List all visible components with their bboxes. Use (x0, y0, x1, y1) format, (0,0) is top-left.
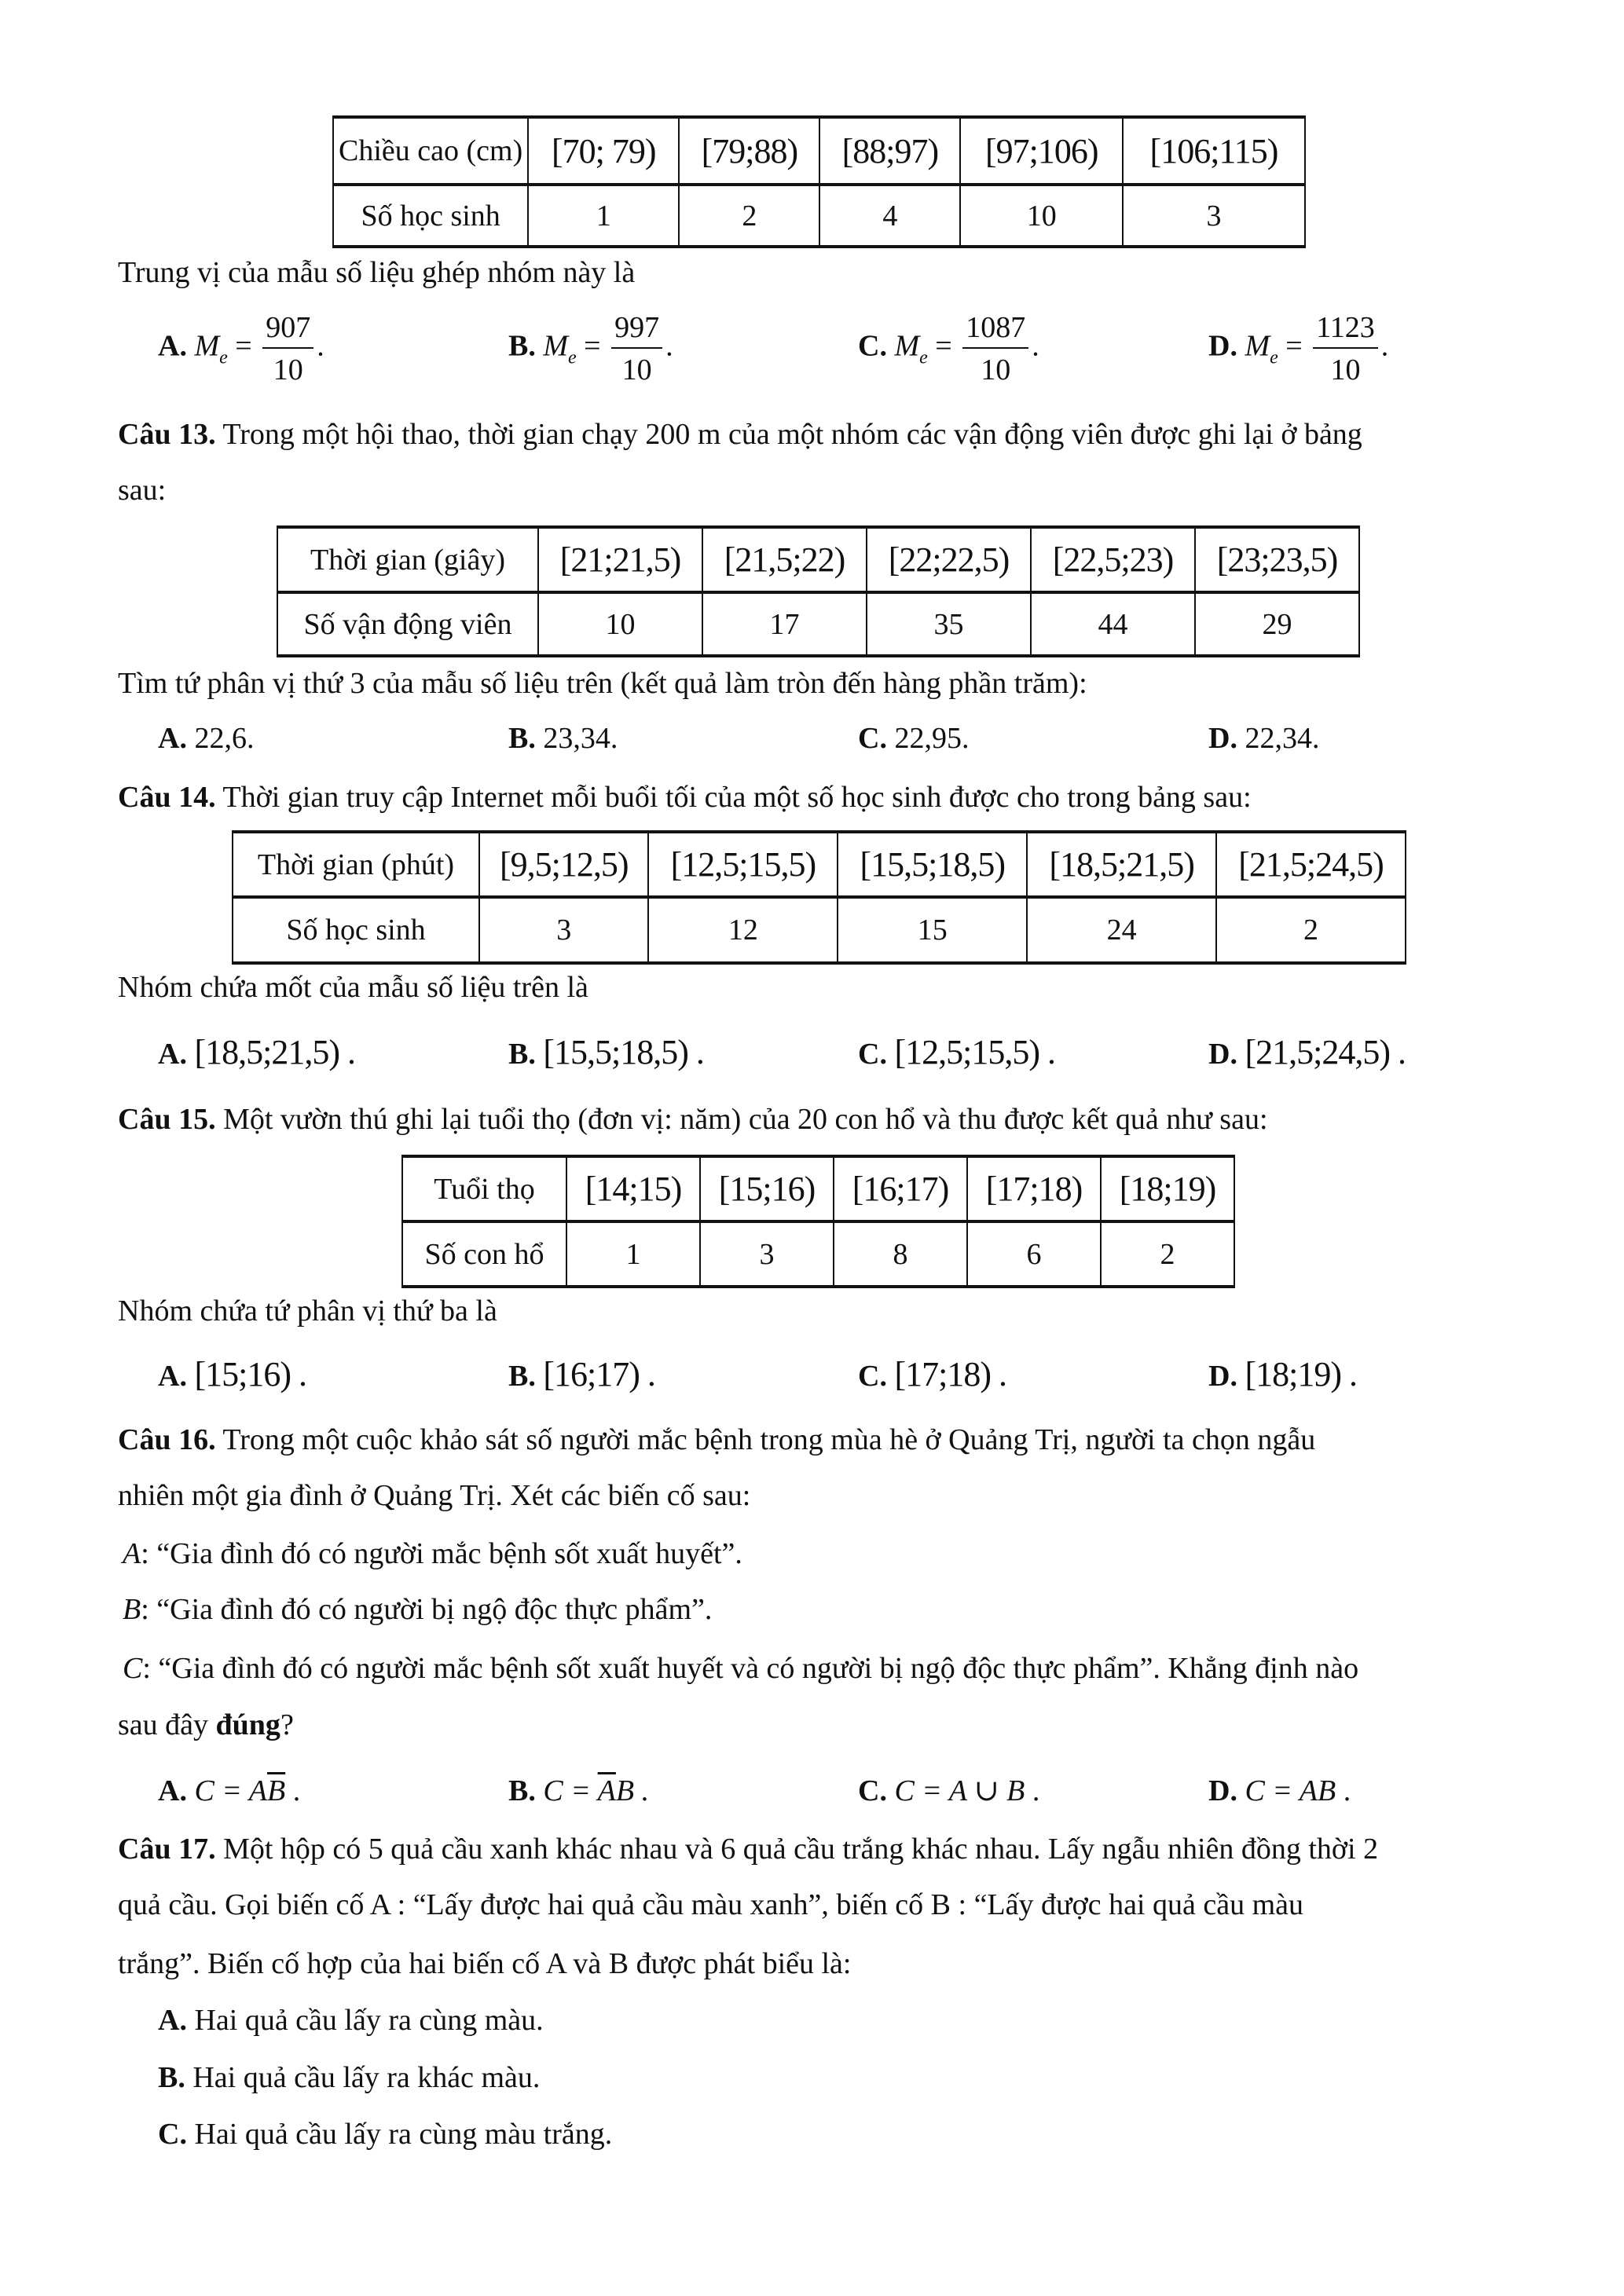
q16-event-c (123, 1653, 1358, 1683)
q12-option-a[interactable]: A. $M_e$ = $\frac{907}{10}$ . (158, 311, 324, 386)
complement-overline: $\overline{A}$ (597, 1774, 616, 1807)
option-text: 22,34. (1245, 722, 1320, 755)
option-subscript: e (219, 347, 228, 368)
question-text: sau đây (118, 1708, 216, 1741)
option-label: D. (1208, 329, 1237, 363)
option-label: A. (158, 1360, 187, 1393)
event-variable: C (123, 1652, 143, 1685)
q13-frequency-table (277, 525, 1360, 657)
q12-option-c[interactable]: C. $M_e$ = $\frac{1087}{10}$ . (858, 311, 1039, 386)
q14-frequency-table (232, 830, 1406, 965)
option-text: [12,5;15,5) . (894, 1033, 1055, 1071)
option-variable: M (1245, 329, 1270, 363)
interval-cell: [21,5;24,5) (1216, 832, 1406, 897)
q14-option-b[interactable] (508, 1035, 704, 1070)
interval-cell: [9,5;12,5) (479, 832, 648, 897)
question-text: Một vườn thú ghi lại tuổi thọ (đơn vị: năm) của 20 con hổ và thu được kết quả như sau: (223, 1103, 1268, 1136)
q16-option-b[interactable] (508, 1776, 649, 1806)
option-label: C. (858, 722, 887, 755)
interval-cell: [88;97) (819, 117, 960, 185)
question-number: Câu 15. (118, 1103, 216, 1136)
question-number: Câu 17. (118, 1833, 216, 1866)
option-label: A. (158, 2004, 187, 2037)
count-cell: 2 (1101, 1221, 1234, 1287)
event-text: : “Gia đình đó có người bị ngộ độc thực phẩm”. (141, 1593, 713, 1626)
count-cell: 17 (702, 592, 867, 656)
q17-stem-line2: quả cầu. Gọi biến cố A : “Lấy được hai quả cầu màu xanh”, biến cố B : “Lấy được hai quả cầu màu (118, 1888, 1304, 1921)
table-header-cell: Số học sinh (333, 185, 528, 247)
option-expression: C = A ∪ B (894, 1774, 1025, 1807)
q16-option-a[interactable] (158, 1776, 300, 1806)
option-variable: M (543, 329, 569, 363)
q16-stem-last (118, 1710, 294, 1740)
option-label: A. (158, 329, 187, 363)
event-variable: B (123, 1593, 141, 1626)
count-cell: 3 (1123, 185, 1305, 247)
q14-stem-line1 (118, 782, 1252, 812)
event-text: : “Gia đình đó có người mắc bệnh sốt xuất huyết”. (141, 1537, 742, 1570)
interval-cell: [16;17) (834, 1156, 967, 1221)
table-header-cell: Số con hổ (402, 1221, 566, 1287)
count-cell: 1 (528, 185, 679, 247)
question-number: Câu 14. (118, 781, 216, 814)
count-cell: 4 (819, 185, 960, 247)
option-label: D. (1208, 722, 1237, 755)
option-expression: C = A (194, 1774, 267, 1807)
q15-prompt: Nhóm chứa tứ phân vị thứ ba là (118, 1294, 497, 1327)
option-label: C. (858, 329, 887, 363)
numerator: 1123 (1313, 313, 1378, 349)
option-text: 23,34. (543, 722, 618, 755)
count-cell: 8 (834, 1221, 967, 1287)
interval-cell: [21;21,5) (538, 527, 702, 592)
question-number: Câu 16. (118, 1423, 216, 1456)
interval-cell: [21,5;22) (702, 527, 867, 592)
q12-frequency-table (332, 115, 1306, 248)
count-cell: 24 (1027, 897, 1216, 963)
interval-cell: [70; 79) (528, 117, 679, 185)
fraction (611, 313, 662, 385)
q12-prompt: Trung vị của mẫu số liệu ghép nhóm này là (118, 256, 636, 289)
denominator: 10 (1330, 353, 1361, 386)
q15-option-a[interactable] (158, 1357, 306, 1392)
option-text: Hai quả cầu lấy ra cùng màu. (194, 2004, 544, 2037)
q16-option-d[interactable] (1208, 1776, 1351, 1806)
denominator: 10 (621, 353, 652, 386)
option-label: A. (158, 722, 187, 755)
numerator: 1087 (962, 313, 1028, 349)
option-punct: . (1336, 1774, 1351, 1807)
q13-option-c[interactable] (858, 723, 969, 753)
question-text: Trong một cuộc khảo sát số người mắc bệnh trong mùa hè ở Quảng Trị, người ta chọn ngẫu (222, 1423, 1316, 1456)
option-label: A. (158, 1038, 187, 1071)
emphasis-word: đúng (215, 1708, 280, 1741)
interval-cell: [15,5;18,5) (838, 832, 1027, 897)
option-label: D. (1208, 1038, 1237, 1071)
option-label: B. (508, 1774, 536, 1807)
q13-prompt: Tìm tứ phân vị thứ 3 của mẫu số liệu trên (kết quả làm tròn đến hàng phần trăm): (118, 667, 1087, 700)
option-label: C. (158, 2118, 187, 2151)
interval-cell: [106;115) (1123, 117, 1305, 185)
numerator: 997 (611, 313, 662, 349)
denominator: 10 (981, 353, 1011, 386)
count-cell: 3 (479, 897, 648, 963)
question-number: Câu 13. (118, 418, 216, 451)
option-text: [15;16) . (194, 1355, 306, 1393)
option-label: C. (858, 1360, 887, 1393)
event-text: : “Gia đình đó có người mắc bệnh sốt xuất huyết và có người bị ngộ độc thực phẩm”. Khẳng định nào (142, 1652, 1359, 1685)
q12-option-d[interactable]: D. $M_e$ = $\frac{1123}{10}$ . (1208, 311, 1389, 386)
fraction (962, 313, 1028, 385)
option-text: Hai quả cầu lấy ra cùng màu trắng. (194, 2118, 613, 2151)
option-text: [17;18) . (894, 1355, 1006, 1393)
q15-option-b[interactable] (508, 1357, 655, 1392)
q16-option-c[interactable] (858, 1776, 1039, 1806)
table-header-cell: Thời gian (giây) (277, 527, 538, 592)
option-subscript: e (919, 347, 928, 368)
q14-option-d[interactable] (1208, 1035, 1406, 1070)
option-expression: C = (543, 1774, 598, 1807)
option-variable: M (894, 329, 920, 363)
q13-stem-line1 (118, 419, 1362, 449)
option-punct: . (1025, 1774, 1040, 1807)
option-text: [16;17) . (543, 1355, 655, 1393)
interval-cell: [22,5;23) (1031, 527, 1195, 592)
denominator: 10 (273, 353, 303, 386)
q14-option-c[interactable] (858, 1035, 1055, 1070)
option-label: B. (508, 1360, 536, 1393)
option-text: Hai quả cầu lấy ra khác màu. (192, 2061, 541, 2094)
option-label: A. (158, 1774, 187, 1807)
option-label: D. (1208, 1774, 1237, 1807)
q17-stem-line1 (118, 1834, 1378, 1864)
q16-event-b (123, 1595, 712, 1624)
table-header-cell: Số học sinh (233, 897, 479, 963)
count-cell: 44 (1031, 592, 1195, 656)
option-text: [18;19) . (1245, 1355, 1357, 1393)
option-punct: . (285, 1774, 301, 1807)
q13-option-b[interactable] (508, 723, 618, 753)
q14-prompt: Nhóm chứa mốt của mẫu số liệu trên là (118, 971, 588, 1004)
interval-cell: [15;16) (700, 1156, 834, 1221)
interval-cell: [18,5;21,5) (1027, 832, 1216, 897)
interval-cell: [97;106) (960, 117, 1123, 185)
q16-stem-line1 (118, 1425, 1315, 1455)
interval-cell: [79;88) (679, 117, 819, 185)
count-cell: 1 (566, 1221, 700, 1287)
count-cell: 2 (1216, 897, 1406, 963)
option-variable: M (194, 329, 220, 363)
table-header-cell: Chiều cao (cm) (333, 117, 528, 185)
q13-stem-line2: sau: (118, 474, 167, 507)
interval-cell: [18;19) (1101, 1156, 1234, 1221)
table-header-cell: Tuổi thọ (402, 1156, 566, 1221)
q15-stem-line1 (118, 1104, 1268, 1134)
count-cell: 2 (679, 185, 819, 247)
table-header-cell: Thời gian (phút) (233, 832, 479, 897)
option-expression-tail: B . (615, 1774, 650, 1807)
interval-cell: [12,5;15,5) (648, 832, 838, 897)
fraction (262, 313, 313, 385)
option-label: B. (508, 722, 536, 755)
q16-stem-line2: nhiên một gia đình ở Quảng Trị. Xét các biến cố sau: (118, 1479, 751, 1512)
option-expression: C = AB (1245, 1774, 1336, 1807)
complement-overline: $\overline{B}$ (266, 1774, 286, 1807)
option-subscript: e (568, 347, 577, 368)
interval-cell: [14;15) (566, 1156, 700, 1221)
event-variable: A (123, 1537, 141, 1570)
q12-option-b[interactable]: B. $M_e$ = $\frac{997}{10}$ . (508, 311, 673, 386)
q17-stem-line3: trắng”. Biến cố hợp của hai biến cố A và B được phát biểu là: (118, 1947, 852, 1980)
question-text: Trong một hội thao, thời gian chạy 200 m của một nhóm các vận động viên được ghi lại ở bảng (222, 418, 1362, 451)
q17-option-a[interactable] (158, 2005, 544, 2035)
option-subscript: e (1270, 347, 1278, 368)
option-label: B. (508, 1038, 536, 1071)
q17-option-c[interactable] (158, 2119, 612, 2149)
count-cell: 35 (867, 592, 1031, 656)
option-text: 22,6. (194, 722, 255, 755)
q13-option-a[interactable] (158, 723, 254, 753)
question-text: Một hộp có 5 quả cầu xanh khác nhau và 6 quả cầu trắng khác nhau. Lấy ngẫu nhiên đồng thời 2 (223, 1833, 1379, 1866)
q15-frequency-table (401, 1155, 1235, 1288)
q16-event-a (123, 1539, 742, 1569)
count-cell: 6 (967, 1221, 1101, 1287)
interval-cell: [17;18) (967, 1156, 1101, 1221)
q15-option-d[interactable] (1208, 1357, 1357, 1392)
count-cell: 10 (960, 185, 1123, 247)
option-label: C. (858, 1038, 887, 1071)
question-text: ? (280, 1708, 294, 1741)
interval-cell: [23;23,5) (1195, 527, 1359, 592)
q14-option-a[interactable] (158, 1035, 355, 1070)
fraction (1313, 313, 1378, 385)
q13-option-d[interactable] (1208, 723, 1319, 753)
option-label: D. (1208, 1360, 1237, 1393)
option-label: B. (508, 329, 536, 363)
q15-option-c[interactable] (858, 1357, 1006, 1392)
option-text: [21,5;24,5) . (1245, 1033, 1406, 1071)
q17-option-b[interactable] (158, 2063, 540, 2093)
option-label: B. (158, 2061, 185, 2094)
count-cell: 12 (648, 897, 838, 963)
count-cell: 10 (538, 592, 702, 656)
count-cell: 29 (1195, 592, 1359, 656)
option-text: 22,95. (894, 722, 970, 755)
interval-cell: [22;22,5) (867, 527, 1031, 592)
table-header-cell: Số vận động viên (277, 592, 538, 656)
option-text: [15,5;18,5) . (543, 1033, 704, 1071)
numerator: 907 (262, 313, 313, 349)
count-cell: 3 (700, 1221, 834, 1287)
question-text: Thời gian truy cập Internet mỗi buổi tối của một số học sinh được cho trong bảng sau: (222, 781, 1252, 814)
option-label: C. (858, 1774, 887, 1807)
option-text: [18,5;21,5) . (194, 1033, 355, 1071)
count-cell: 15 (838, 897, 1027, 963)
